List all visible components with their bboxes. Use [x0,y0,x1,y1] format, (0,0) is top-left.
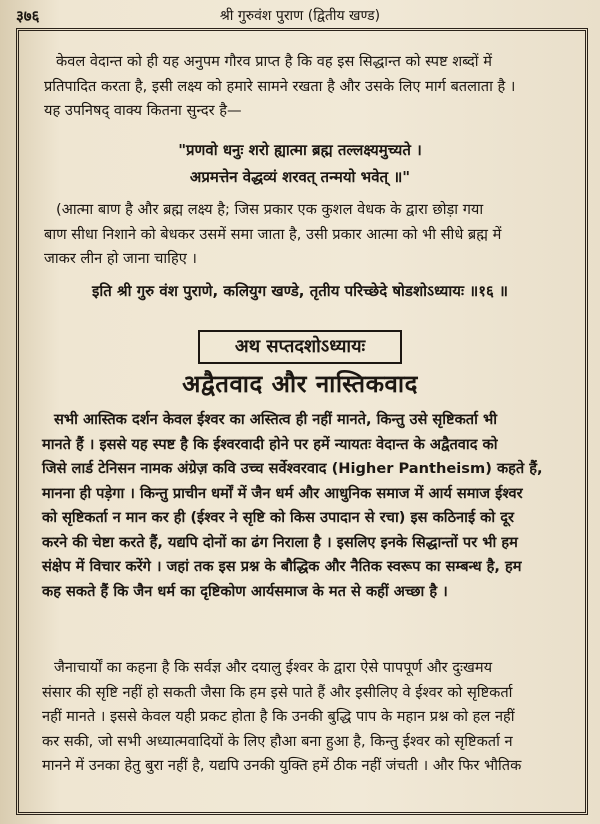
translation-paragraph [44,198,580,272]
body-paragraph-2 [42,656,582,779]
paragraph-line: यह उपनिषद् वाक्य कितना सुन्दर है— [44,102,242,119]
paragraph-line: संसार की सृष्टि नहीं हो सकती जैसा कि हम इसे पाते हैं और इसीलिए वे ईश्वर को सृष्टिकर्ता [42,683,513,701]
chapter-title: अद्वैतवाद और नास्तिकवाद [182,370,418,398]
paragraph-line: कर सकी, जो सभी अध्यात्मवादियों के लिए हौआ बना हुआ है, किन्तु ईश्वर को सृष्टिकर्ता न [42,732,513,750]
paragraph-line: (आत्मा बाण है और ब्रह्म लक्ष्य है; जिस प्रकार एक कुशल वेधक के द्वारा छोड़ा गया [56,201,484,218]
paragraph-line: सभी आस्तिक दर्शन केवल ईश्वर का अस्तित्व ही नहीं मानते, किन्तु उसे सृष्टिकर्ता भी [54,411,497,428]
paragraph-line: मानने में उनका हेतु बुरा नहीं है, यद्यपि उनकी युक्ति हमें ठीक नहीं जंचती । और फिर भौतिक [42,757,522,774]
sanskrit-verse-line-2: अप्रमत्तेन वेद्धव्यं शरवत् तन्मयो भवेत् ॥" [189,168,411,186]
paragraph-line: कह सकते हैं कि जैन धर्म का दृष्टिकोण आर्यसमाज के मत से कहीं अच्छा है । [42,582,448,600]
sanskrit-verse-line-1: "प्रणवो धनुः शरो ह्यात्मा ब्रह्म तल्लक्ष्यमुच्यते । [178,141,422,159]
chapter-colophon: इति श्री गुरु वंश पुराणे, कलियुग खण्डे, तृतीय परिच्छेदे षोडशोऽध्यायः ॥१६ ॥ [91,282,509,300]
chapter-heading: अथ सप्तदशोऽध्यायः [198,330,402,364]
paragraph-line: मानना ही पड़ेगा । किन्तु प्राचीन धर्मों में जैन धर्म और आधुनिक समाज में आर्य समाज ईश्वर [42,484,523,502]
running-title: श्री गुरुवंश पुराण (द्वितीय खण्ड) [219,8,381,24]
paragraph-line: नहीं मानते । इससे केवल यही प्रकट होता है कि उनकी बुद्धि पाप के महान प्रश्न को हल नहीं [42,708,515,725]
paragraph-line: जिसे लार्ड टेनिसन नामक अंग्रेज़ कवि उच्च सर्वेश्वरवाद (Higher Pantheism) कहते हैं, [42,460,543,477]
paragraph-line: संक्षेप में विचार करेंगे । जहां तक इस प्रश्न के बौद्धिक और नैतिक स्वरूप का सम्बन्ध है, हम [42,558,522,575]
paragraph-line: करने की चेष्टा करते हैं, यद्यपि दोनों का ढंग निराला है । इसलिए इनके सिद्धान्तों पर भी हम [42,533,518,551]
paragraph-line: जैनाचार्यों का कहना है कि सर्वज्ञ और दयालु ईश्वर के द्वारा ऐसे पापपूर्ण और दुःखमय [54,659,493,676]
paragraph-line: केवल वेदान्त को ही यह अनुपम गौरव प्राप्त है कि वह इस सिद्धान्त को स्पष्ट शब्दों में [56,53,492,70]
paragraph-line: बाण सीधा निशाने को बेधकर उसमें समा जाता है, उसी प्रकार आत्मा को भी सीधे ब्रह्म में [44,225,502,243]
paragraph-line: मानते हैं । इससे यह स्पष्ट है कि ईश्वरवादी होने पर हमें न्यायतः वेदान्त के अद्वैतवाद को [42,435,498,453]
paragraph-line: प्रतिपादित करता है, इसी लक्ष्य को हमारे सामने रखता है और उसके लिए मार्ग बतलाता है । [44,77,516,95]
page-header [0,4,600,28]
page-number: ३७६ [16,7,40,25]
body-paragraph-1 [42,408,582,604]
paragraph-line: को सृष्टिकर्ता न मान कर ही (ईश्वर ने सृष्टि को किस उपादान से रचा) इस कठिनाई को दूर [42,509,514,526]
intro-paragraph [44,50,580,124]
paragraph-line: जाकर लीन हो जाना चाहिए । [44,250,197,267]
